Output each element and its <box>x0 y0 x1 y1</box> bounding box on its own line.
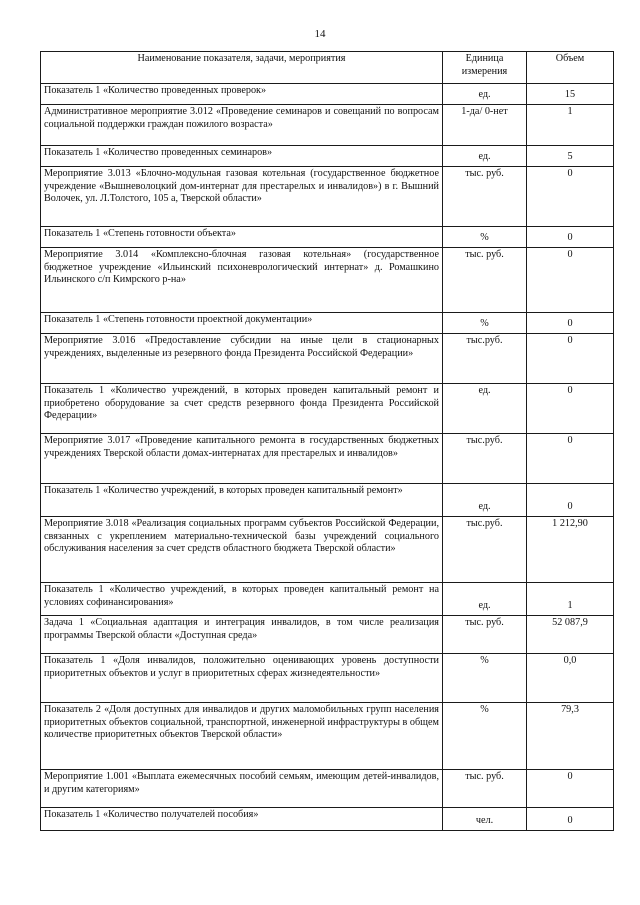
header-volume: Объем <box>527 52 614 84</box>
row-name: Мероприятие 3.016 «Предоставление субсидии на иные цели в стационарных учреждениях, выделенные из резервного фонда Президента Российской Федерации» <box>41 334 443 384</box>
table-row <box>41 167 614 227</box>
row-unit: ед. <box>443 583 527 616</box>
table-header-row <box>41 52 614 84</box>
header-name: Наименование показателя, задачи, мероприятия <box>41 52 443 84</box>
row-unit: тыс. руб. <box>443 167 527 227</box>
table-row <box>41 313 614 334</box>
row-volume: 1 212,90 <box>527 517 614 583</box>
row-name: Показатель 1 «Доля инвалидов, положительно оценивающих уровень доступности приоритетных объектов и услуг в приоритетных сферах жизнедеятельности» <box>41 654 443 703</box>
row-name: Показатель 1 «Степень готовности проектной документации» <box>41 313 443 334</box>
table-row <box>41 583 614 616</box>
row-volume: 0 <box>527 248 614 313</box>
row-unit: ед. <box>443 146 527 167</box>
row-volume: 0 <box>527 313 614 334</box>
row-name: Показатель 1 «Количество получателей пособия» <box>41 808 443 831</box>
row-volume: 15 <box>527 84 614 105</box>
row-volume: 1 <box>527 583 614 616</box>
row-unit: тыс. руб. <box>443 616 527 654</box>
row-volume: 0 <box>527 484 614 517</box>
row-unit: % <box>443 227 527 248</box>
table-row <box>41 517 614 583</box>
row-unit: тыс.руб. <box>443 517 527 583</box>
row-name: Показатель 1 «Количество учреждений, в которых проведен капитальный ремонт на условиях софинансирования» <box>41 583 443 616</box>
row-unit: % <box>443 313 527 334</box>
row-volume: 0 <box>527 770 614 808</box>
row-name: Административное мероприятие 3.012 «Проведение семинаров и совещаний по вопросам социальной поддержки граждан пожилого возраста» <box>41 105 443 146</box>
row-unit: ед. <box>443 484 527 517</box>
row-volume: 0 <box>527 167 614 227</box>
row-name: Мероприятие 3.014 «Комплексно-блочная газовая котельная» (государственное бюджетное учреждение «Ильинский психоневрологический интернат» д. Ромашкино Ильинского с/п Кимрского р-на» <box>41 248 443 313</box>
table-row <box>41 703 614 770</box>
table-row <box>41 808 614 831</box>
row-unit: ед. <box>443 384 527 434</box>
row-name: Задача 1 «Социальная адаптация и интеграция инвалидов, в том числе реализация программы Тверской области «Доступная среда» <box>41 616 443 654</box>
row-volume: 1 <box>527 105 614 146</box>
table-row <box>41 384 614 434</box>
row-name: Показатель 1 «Количество учреждений, в которых проведен капитальный ремонт и приобретено оборудование за счет средств резервного фонда Президента Российской Федерации» <box>41 384 443 434</box>
row-name: Мероприятие 3.013 «Блочно-модульная газовая котельная (государственное бюджетное учреждение «Вышневолоцкий дом-интернат для престарелых и инвалидов») в г. Вышний Волочек, ул. Л.Толстого, 105 а, Тверской области» <box>41 167 443 227</box>
row-volume: 79,3 <box>527 703 614 770</box>
table-row <box>41 654 614 703</box>
row-name: Показатель 1 «Количество проведенных семинаров» <box>41 146 443 167</box>
row-unit: 1-да/ 0-нет <box>443 105 527 146</box>
table-row <box>41 105 614 146</box>
row-unit: тыс. руб. <box>443 770 527 808</box>
table-row <box>41 334 614 384</box>
row-name: Показатель 1 «Количество проведенных проверок» <box>41 84 443 105</box>
table-row <box>41 227 614 248</box>
table-row <box>41 616 614 654</box>
row-name: Мероприятие 1.001 «Выплата ежемесячных пособий семьям, имеющим детей-инвалидов, и другим категориям» <box>41 770 443 808</box>
table-row <box>41 484 614 517</box>
table-row <box>41 434 614 484</box>
row-name: Показатель 1 «Степень готовности объекта» <box>41 227 443 248</box>
row-volume: 0 <box>527 808 614 831</box>
row-name: Показатель 2 «Доля доступных для инвалидов и других маломобильных групп населения приоритетных объектов социальной, транспортной, инженерной инфраструктуры в общем количестве приоритетных объектов Тверской области» <box>41 703 443 770</box>
row-unit: чел. <box>443 808 527 831</box>
header-unit: Единица измерения <box>443 52 527 84</box>
row-unit: ед. <box>443 84 527 105</box>
row-unit: тыс.руб. <box>443 334 527 384</box>
row-name: Мероприятие 3.017 «Проведение капитального ремонта в государственных бюджетных учреждениях Тверской области домах-интернатах для престарелых и инвалидов» <box>41 434 443 484</box>
row-unit: тыс.руб. <box>443 434 527 484</box>
table-row <box>41 248 614 313</box>
page-number: 14 <box>314 28 326 40</box>
row-name: Показатель 1 «Количество учреждений, в которых проведен капитальный ремонт» <box>41 484 443 517</box>
row-unit: % <box>443 703 527 770</box>
row-volume: 52 087,9 <box>527 616 614 654</box>
table-row <box>41 84 614 105</box>
table-row <box>41 770 614 808</box>
row-name: Мероприятие 3.018 «Реализация социальных программ субъектов Российской Федерации, связанных с укреплением материально-технической базы учреждений социального обслуживания населения за счет средств областного бюджета Тверской области» <box>41 517 443 583</box>
row-volume: 0 <box>527 384 614 434</box>
row-volume: 5 <box>527 146 614 167</box>
table-row <box>41 146 614 167</box>
row-volume: 0,0 <box>527 654 614 703</box>
indicators-table <box>40 51 614 831</box>
row-volume: 0 <box>527 227 614 248</box>
row-volume: 0 <box>527 334 614 384</box>
row-unit: тыс. руб. <box>443 248 527 313</box>
row-volume: 0 <box>527 434 614 484</box>
row-unit: % <box>443 654 527 703</box>
